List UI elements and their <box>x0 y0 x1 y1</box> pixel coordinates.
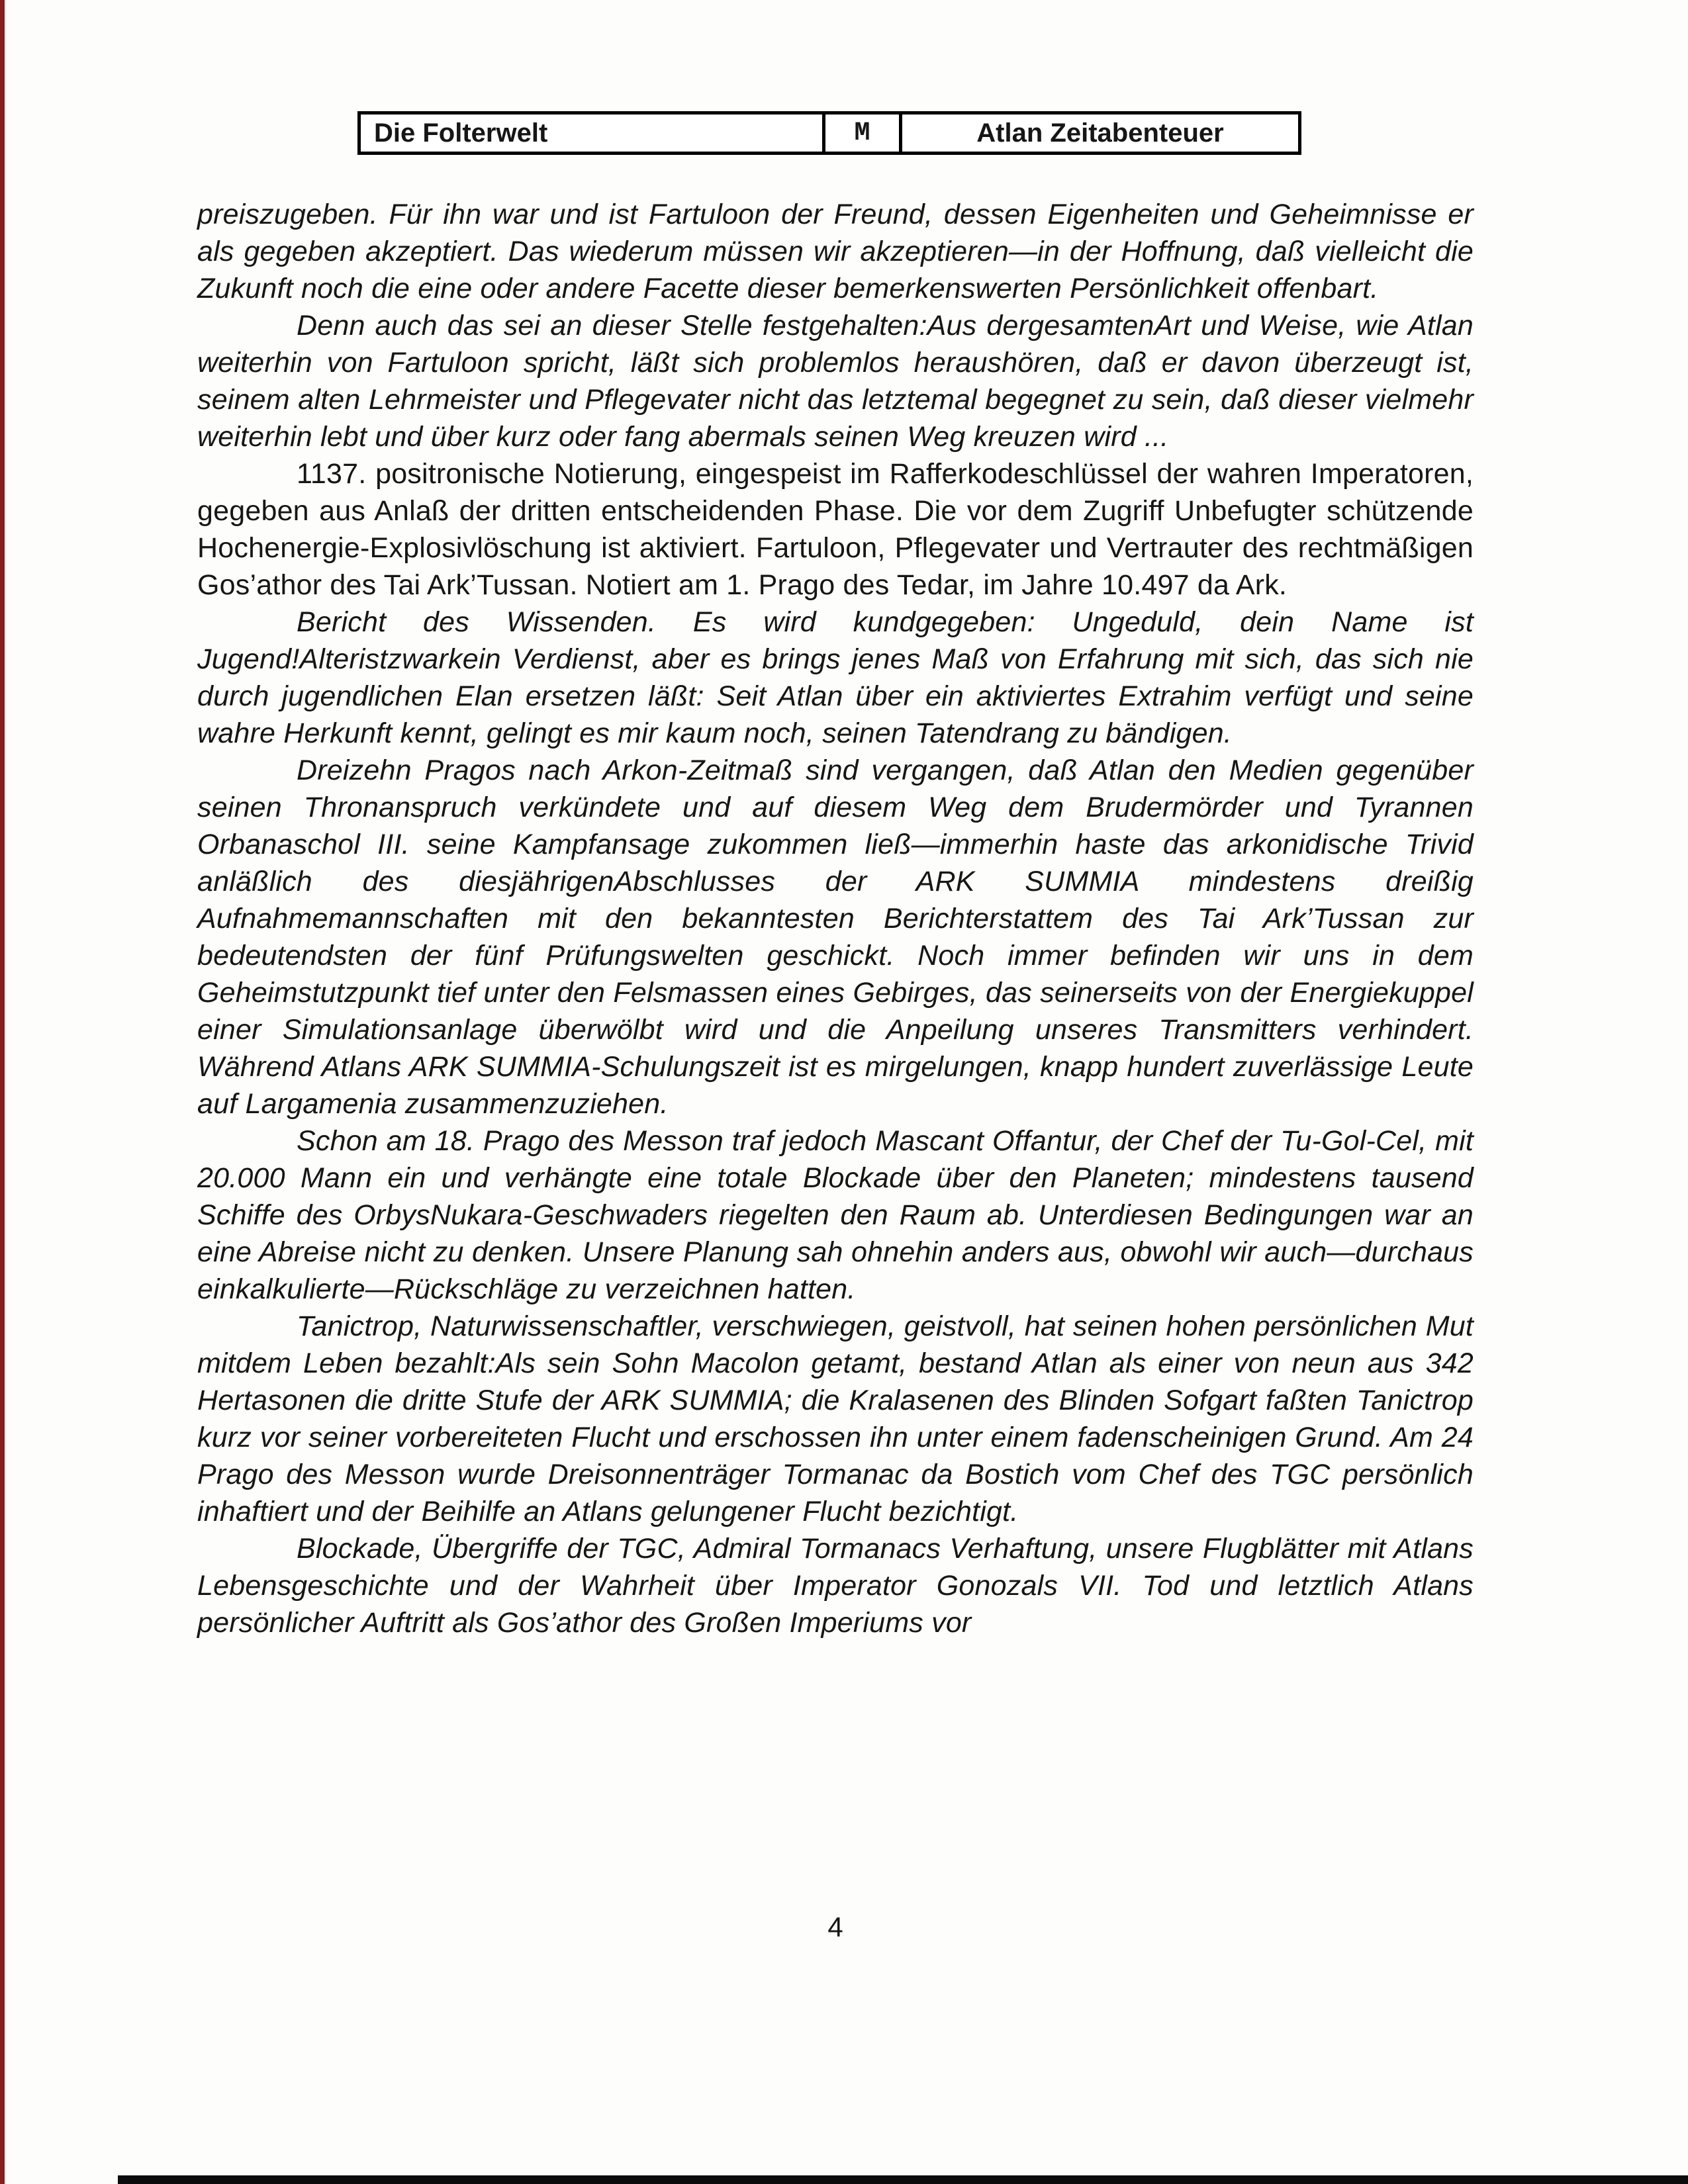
header-cell-series-title <box>361 114 825 152</box>
paragraph: Schon am 18. Prago des Messon traf jedoch Mascant Offantur, der Chef der Tu-Gol-Cel, mit 20.000 Mann ein und verhängte eine totale Blockade über den Planeten; mindestens tausend Schiffe des OrbysNukara-Geschwaders riegelten den Raum ab. Unterdiesen Bedingungen war an eine Abreise nicht zu denken. Unsere Planung sah ohnehin anders aus, obwohl wir auch—durchaus einkalkulierte—Rückschläge zu verzeichnen hatten. <box>197 1125 1474 1305</box>
paragraph: 1137. positronische Notierung, eingespeist im Rafferkodeschlüssel der wahren Imperatoren, gegeben aus Anlaß der dritten entscheidenden Phase. Die vor dem Zugriff Unbefugter schützende Hochenergie-Explosivlöschung ist aktiviert. Fartuloon, Pflegevater und Vertrauter des rechtmäßigen Gos’athor des Tai Ark’Tussan. Notiert am 1. Prago des Tedar, im Jahre 10.497 da Ark. <box>197 458 1474 601</box>
scan-edge-artifact-left <box>0 0 5 2184</box>
paragraph: Bericht des Wissenden. Es wird kundgegeben: Ungeduld, dein Name ist Jugend!Alteristzwarkein Verdienst, aber es brings jenes Maß von Erfahrung mit sich, das sich nie durch jugendlichen Elan ersetzen läßt: Seit Atlan über ein aktiviertes Extrahim verfügt und seine wahre Herkunft kennt, gelingt es mir kaum noch, seinen Tatendrang zu bändigen. <box>197 606 1474 749</box>
paragraph: Dreizehn Pragos nach Arkon-Zeitmaß sind vergangen, daß Atlan den Medien gegenüber seinen Thronanspruch verkündete und auf diesem Weg dem Brudermörder und Tyrannen Orbanaschol III. seine Kampfansage zukommen ließ—immerhin haste das arkonidische Trivid anläßlich des diesjährigenAbschlusses der ARK SUMMIA mindestens dreißig Aufnahmemannschaften mit den bekanntesten Berichterstattem des Tai Ark’Tussan zur bedeutendsten der fünf Prüfungswelten geschickt. Noch immer befinden wir uns in dem Geheimstutzpunkt tief unter den Felsmassen eines Gebirges, das seinerseits von der Energiekuppel einer Simulationsanlage überwölbt wird und die Anpeilung unseres Transmitters verhindert. Während Atlans ARK SUMMIA-Schulungszeit ist es mirgelungen, knapp hundert zuverlässige Leute auf Largamenia zusammenzuziehen. <box>197 754 1474 1120</box>
paragraph: preiszugeben. Für ihn war und ist Fartuloon der Freund, dessen Eigenheiten und Geheimnisse er als gegeben akzeptiert. Das wiederum müssen wir akzeptieren—in der Hoffnung, daß vielleicht die Zukunft noch die eine oder andere Facette dieser bemerkenswerten Persönlichkeit offenbart. <box>197 199 1474 304</box>
header-table <box>357 111 1301 155</box>
page-text-block <box>197 196 1474 1641</box>
header-cell-cycle-title <box>902 114 1298 152</box>
paragraph: Blockade, Übergriffe der TGC, Admiral Tormanacs Verhaftung, unsere Flugblätter mit Atlans Lebensgeschichte und der Wahrheit über Imperator Gonozals VII. Tod und letztlich Atlans persönlicher Auftritt als Gos’athor des Großen Imperiums vor <box>197 1533 1474 1639</box>
cycle-title: Atlan Zeitabenteuer <box>976 118 1224 148</box>
paragraph: Tanictrop, Naturwissenschaftler, verschwiegen, geistvoll, hat seinen hohen persönlichen Mut mitdem Leben bezahlt:Als sein Sohn Macolon getamt, bestand Atlan als einer von neun aus 342 Hertasonen die dritte Stufe der ARK SUMMIA; die Kralasenen des Blinden Sofgart faßten Tanictrop kurz vor seiner vorbereiteten Flucht und erschossen ihn unter einem fadenscheinigen Grund. Am 24 Prago des Messon wurde Dreisonnenträger Tormanac da Bostich vom Chef des TGC persönlich inhaftiert und der Beihilfe an Atlans gelungener Flucht bezichtigt. <box>197 1310 1474 1527</box>
series-title: Die Folterwelt <box>374 118 548 148</box>
paragraph: Denn auch das sei an dieser Stelle festgehalten:Aus dergesamtenArt und Weise, wie Atlan weiterhin von Fartuloon spricht, läßt sich problemlos heraushören, daß er davon überzeugt ist, seinem alten Lehrmeister und Pflegevater nicht das letztemal begegnet zu sein, daß dieser vielmehr weiterhin lebt und über kurz oder fang abermals seinen Weg kreuzen wird ... <box>197 310 1474 453</box>
scan-edge-artifact-bottom <box>118 2175 1688 2184</box>
header-code: M <box>854 118 870 148</box>
header-cell-code <box>825 114 902 152</box>
page-number: 4 <box>827 1911 843 1942</box>
